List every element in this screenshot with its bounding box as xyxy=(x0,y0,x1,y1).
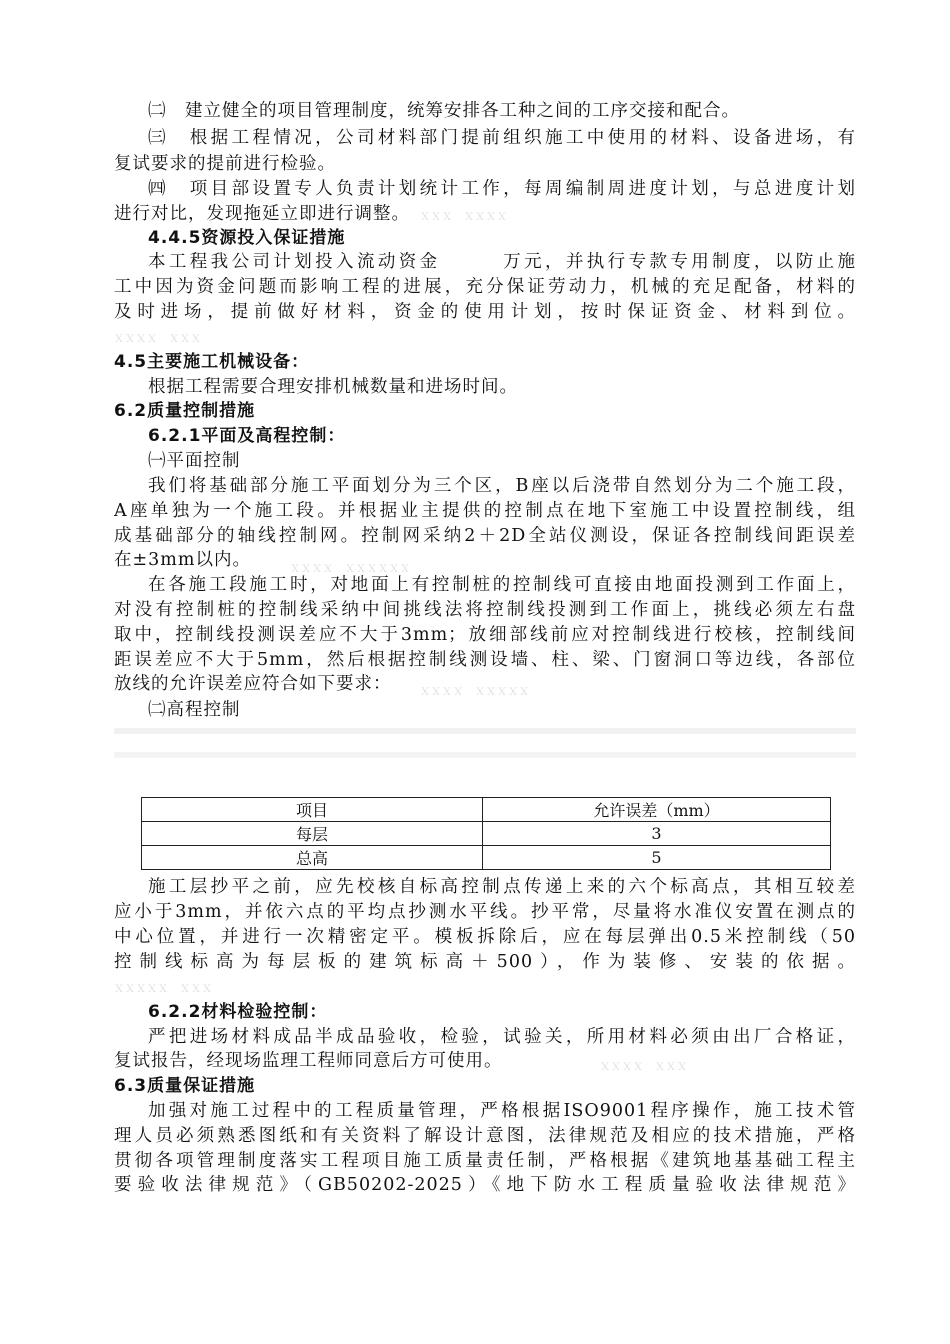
table-row xyxy=(142,846,831,870)
table-header-row xyxy=(142,798,831,822)
paragraph-line: 理人员必须熟悉图纸和有关资料了解设计意图，法律规范及相应的技术措施，严格 xyxy=(114,1126,856,1146)
paragraph-line: 加强对施工过程中的工程质量管理，严格根据ISO9001程序操作，施工技术管 xyxy=(148,1101,856,1121)
paragraph-line: 要验收法律规范》（GB50202-2025）《地下防水工程质量验收法律规范》 xyxy=(114,1175,856,1195)
subsection-heading: 6.2.2材料检验控制： xyxy=(148,1002,328,1022)
watermark-noise: ＸＸＸ ＸＸＸＸ xyxy=(420,212,508,223)
paragraph-line: 施工层抄平之前，应先校核自标高控制点传递上来的六个标高点，其相互较差 xyxy=(148,877,856,897)
paragraph-line: 根据工程需要合理安排机械数量和进场时间。 xyxy=(148,377,518,397)
subsection-heading: 6.2.1平面及高程控制： xyxy=(148,426,346,446)
paragraph-line: 成基础部分的轴线控制网。控制网采纳2＋2D全站仪测设，保证各控制线间距误差 xyxy=(114,526,856,546)
paragraph-line: 复试报告，经现场监理工程师同意后方可使用。 xyxy=(114,1051,503,1071)
watermark-noise: ＸＸＸＸ ＸＸＸ xyxy=(600,1062,688,1073)
paragraph-line: 取中，控制线投测误差应不大于3mm；放细部线前应对控制线进行校核，控制线间 xyxy=(114,625,856,645)
paragraph-line: 对没有控制桩的控制线采纳中间挑线法将控制线投测到工作面上，挑线必须左右盘 xyxy=(114,600,856,620)
table-cell: 5 xyxy=(483,846,831,870)
table-cell: 每层 xyxy=(142,822,483,846)
paragraph-line: 距误差应不大于5mm，然后根据控制线测设墙、柱、梁、门窗洞口等边线，各部位 xyxy=(114,650,856,670)
paragraph-line: ㈡ 建立健全的项目管理制度，统筹安排各工种之间的工序交接和配合。 xyxy=(148,101,740,121)
faded-artifact xyxy=(114,752,856,758)
paragraph-line: 控制线标高为每层板的建筑标高＋500），作为装修、安装的依据。 xyxy=(114,952,856,972)
paragraph-line: ㈣ 项目部设置专人负责计划统计工作，每周编制周进度计划，与总进度计划 xyxy=(148,179,856,199)
table-header-cell: 允许误差（mm） xyxy=(483,798,831,822)
paragraph-line: 复试要求的提前进行检验。 xyxy=(114,154,336,174)
paragraph-line: 工中因为资金问题而影响工程的进展，充分保证劳动力，机械的充足配备，材料的 xyxy=(114,277,856,297)
paragraph-line: 我们将基础部分施工平面划分为三个区，B座以后浇带自然划分为二个施工段， xyxy=(148,476,856,496)
section-heading: 4.5主要施工机械设备： xyxy=(114,352,310,372)
table-header-cell: 项目 xyxy=(142,798,483,822)
paragraph-line: 本工程我公司计划投入流动资金 万元，并执行专款专用制度，以防止施 xyxy=(148,252,856,272)
paragraph-line: 贯彻各项管理制度落实工程项目施工质量责任制，严格根据《建筑地基基础工程主 xyxy=(114,1151,856,1171)
watermark-noise: ＸＸＸＸＸ ＸＸＸ xyxy=(114,984,213,995)
paragraph-line: 应小于3mm，并依六点的平均点抄测水平线。抄平常，尽量将水准仪安置在测点的 xyxy=(114,902,856,922)
watermark-noise: ＸＸＸＸ ＸＸＸＸＸ xyxy=(420,687,530,698)
paragraph-line: 严把进场材料成品半成品验收，检验，试验关，所用材料必须由出厂合格证， xyxy=(148,1027,856,1047)
section-heading: 6.3质量保证措施 xyxy=(114,1076,256,1096)
paragraph-line: ㈢ 根据工程情况，公司材料部门提前组织施工中使用的材料、设备进场，有 xyxy=(148,128,856,148)
paragraph-line: 中心位置，并进行一次精密定平。模板拆除后，应在每层弹出0.5米控制线（50 xyxy=(114,927,856,947)
paragraph-line: 在±3mm以内。 xyxy=(114,550,251,570)
watermark-noise: ＸＸＸＸ ＸＸＸＸＸＸ xyxy=(290,564,411,575)
list-item-heading: ㈡高程控制 xyxy=(148,700,241,720)
tolerance-table xyxy=(141,797,831,870)
paragraph-line: 放线的允许误差应符合如下要求： xyxy=(114,674,392,694)
paragraph-line: 进行对比，发现拖延立即进行调整。 xyxy=(114,204,410,224)
faded-artifact xyxy=(114,728,856,734)
table-cell: 总高 xyxy=(142,846,483,870)
section-heading: 4.4.5资源投入保证措施 xyxy=(148,228,346,248)
paragraph-line: 及时进场，提前做好材料，资金的使用计划，按时保证资金、材料到位。 xyxy=(114,302,856,322)
table-cell: 3 xyxy=(483,822,831,846)
table-row xyxy=(142,822,831,846)
paragraph-line: 在各施工段施工时，对地面上有控制桩的控制线可直接由地面投测到工作面上， xyxy=(148,575,856,595)
watermark-noise: ＸＸＸＸ ＸＸＸ xyxy=(114,334,202,345)
list-item-heading: ㈠平面控制 xyxy=(148,451,241,471)
section-heading: 6.2质量控制措施 xyxy=(114,401,256,421)
paragraph-line: A座单独为一个施工段。并根据业主提供的控制点在地下室施工中设置控制线，组 xyxy=(114,501,856,521)
